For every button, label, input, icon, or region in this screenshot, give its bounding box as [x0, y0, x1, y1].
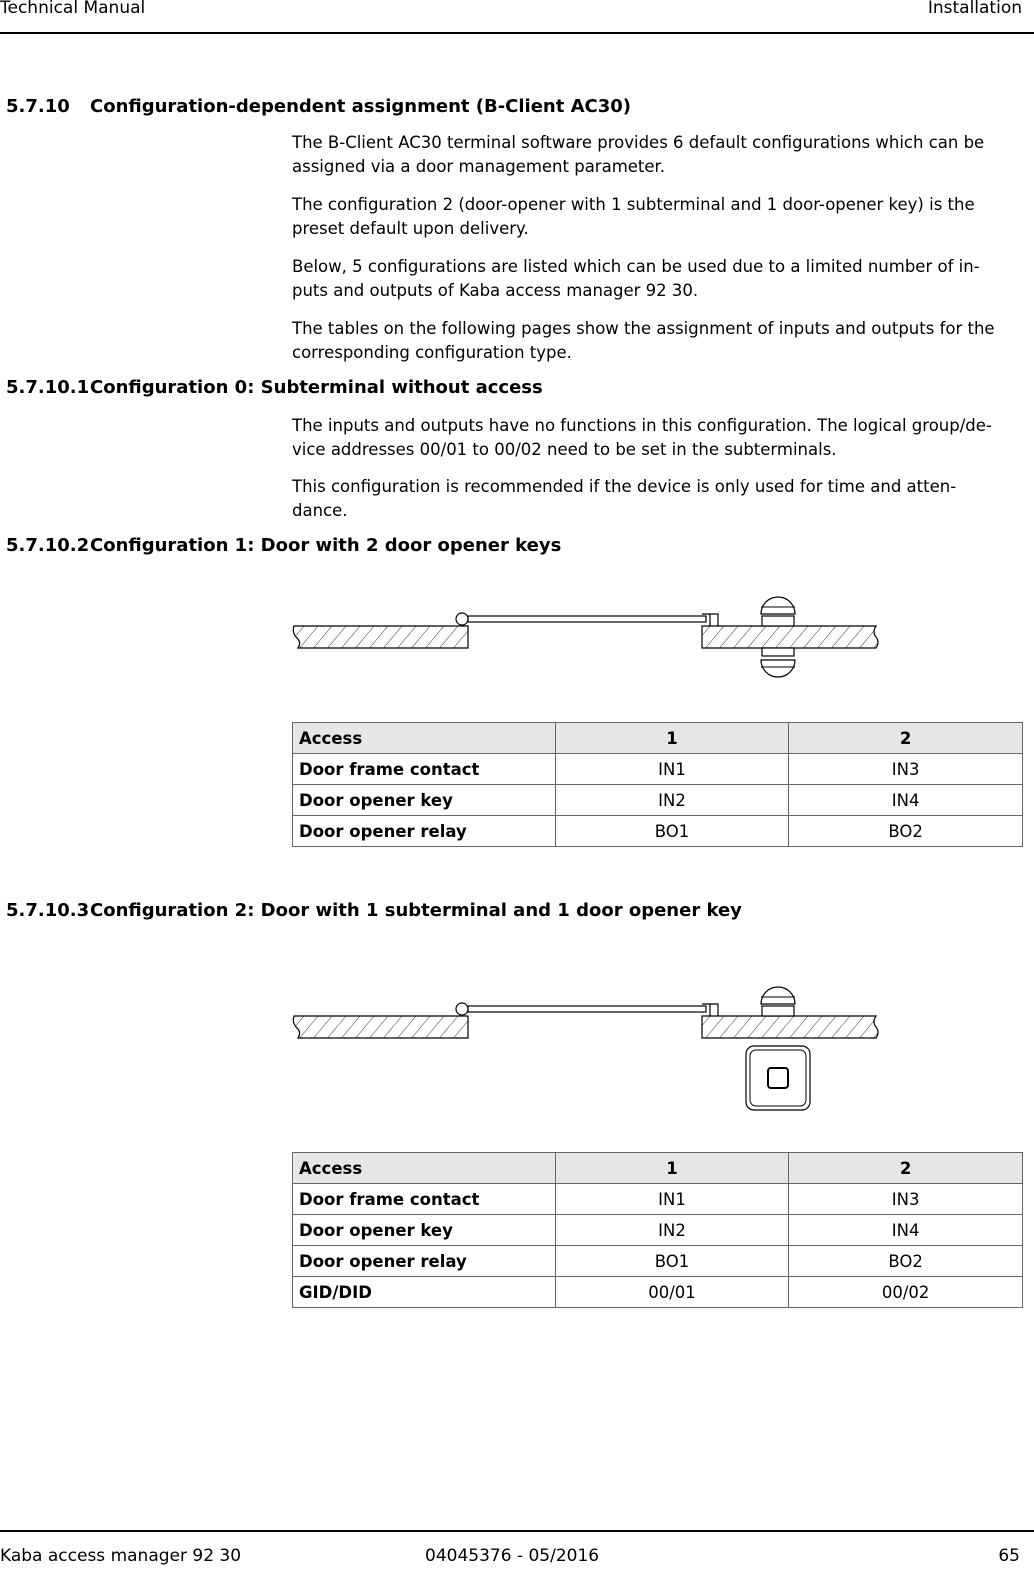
table-row: [293, 1215, 1023, 1246]
section-heading-5-7-10-1: 5.7.10.1Configuration 0: Subterminal without access: [6, 377, 543, 398]
section-heading-5-7-10-3: 5.7.10.3Configuration 2: Door with 1 subterminal and 1 door opener key: [6, 900, 742, 921]
table-cell: BO1: [555, 1246, 789, 1277]
table-cell: IN1: [555, 1184, 789, 1215]
table-header-cell: Access: [293, 1153, 556, 1184]
page-header: [0, 0, 1034, 34]
door-opener-key-icon: [761, 987, 795, 1016]
table-cell: BO2: [789, 1246, 1023, 1277]
table-row: [293, 816, 1023, 847]
page-footer: [0, 1530, 1034, 1582]
table-row: [293, 1246, 1023, 1277]
footer-doc-number: 04045376 - 05/2016: [425, 1546, 600, 1566]
subterminal-reader-icon: [746, 1046, 810, 1110]
config-2-table: [292, 1152, 1023, 1308]
table-cell: GID/DID: [293, 1277, 556, 1308]
section-heading-5-7-10: 5.7.10 Configuration-dependent assignment (B-Client AC30): [6, 96, 632, 117]
table-header-cell: 1: [555, 723, 789, 754]
config-1-table: [292, 722, 1023, 847]
footer-product: Kaba access manager 92 30: [0, 1546, 242, 1566]
header-right: Installation: [927, 0, 1022, 18]
table-cell: IN3: [789, 754, 1023, 785]
table-cell: IN1: [555, 754, 789, 785]
table-header-cell: 2: [789, 1153, 1023, 1184]
table-cell: Door frame contact: [293, 754, 556, 785]
table-cell: BO2: [789, 816, 1023, 847]
table-row: [293, 1277, 1023, 1308]
door-diagram-subterminal: [292, 980, 892, 1116]
table-cell: Door opener key: [293, 1215, 556, 1246]
paragraph: Below, 5 configurations are listed which can be used due to a limited number of in- puts and outputs of Kaba access manager 92 30.: [292, 257, 980, 300]
door-leaf: [456, 1003, 718, 1016]
table-header-row: [293, 1153, 1023, 1184]
paragraph: The tables on the following pages show the assignment of inputs and outputs for the corresponding configuration type.: [292, 319, 995, 362]
table-cell: Door opener relay: [293, 816, 556, 847]
table-cell: Door opener key: [293, 785, 556, 816]
table-cell: IN3: [789, 1184, 1023, 1215]
paragraph: This configuration is recommended if the device is only used for time and atten- dance.: [292, 477, 957, 520]
paragraph: The B-Client AC30 terminal software provides 6 default configurations which can be assigned via a door management parameter.: [292, 133, 985, 176]
wall-right: [702, 626, 878, 648]
section-heading-5-7-10-2: 5.7.10.2Configuration 1: Door with 2 door opener keys: [6, 535, 562, 556]
table-cell: Door opener relay: [293, 1246, 556, 1277]
table-cell: 00/01: [555, 1277, 789, 1308]
door-diagram-two-keys: [292, 590, 892, 690]
table-header-cell: 2: [789, 723, 1023, 754]
wall-right: [702, 1016, 878, 1038]
table-cell: IN2: [555, 1215, 789, 1246]
header-left: Technical Manual: [0, 0, 146, 18]
wall-left: [293, 626, 468, 648]
table-row: [293, 754, 1023, 785]
table-cell: BO1: [555, 816, 789, 847]
table-cell: IN2: [555, 785, 789, 816]
table-row: [293, 785, 1023, 816]
table-row: [293, 1184, 1023, 1215]
wall-left: [293, 1016, 468, 1038]
table-header-row: [293, 723, 1023, 754]
table-header-cell: 1: [555, 1153, 789, 1184]
table-cell: 00/02: [789, 1277, 1023, 1308]
paragraph: The inputs and outputs have no functions in this configuration. The logical group/de- vice addresses 00/01 to 00/02 need to be set in the subterminals.: [292, 416, 992, 459]
page-number: 65: [998, 1546, 1020, 1566]
table-cell: IN4: [789, 1215, 1023, 1246]
paragraph: The configuration 2 (door-opener with 1 subterminal and 1 door-opener key) is the preset default upon delivery.: [292, 195, 975, 238]
table-cell: Door frame contact: [293, 1184, 556, 1215]
table-cell: IN4: [789, 785, 1023, 816]
door-leaf: [456, 613, 718, 626]
door-opener-key-inside-icon: [761, 648, 795, 677]
table-header-cell: Access: [293, 723, 556, 754]
door-opener-key-outside-icon: [761, 597, 795, 626]
